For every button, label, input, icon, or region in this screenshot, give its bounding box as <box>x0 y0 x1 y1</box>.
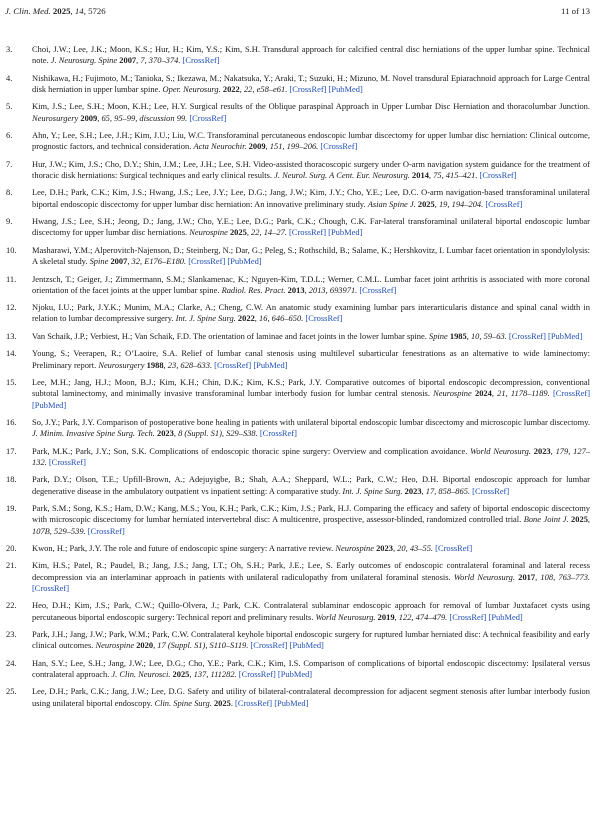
reference-details: 75, 415–421. <box>433 170 478 181</box>
reference-text: Nishikawa, H.; Fujimoto, M.; Tanioka, S.; Ikezawa, M.; Nakatsuka, Y.; Araki, T.; Suzuki, H.; Mizuno, M. Novel transdural Epiarachnoid approach for Large Central disk herniation in upper lumbar spine. Oper. Neurosurg. 2022, 22, e58–e61. [CrossRef] [PubMed] <box>32 72 590 94</box>
reference-journal: J. Neurol. Surg. A Cent. Eur. Neurosurg. <box>274 170 410 181</box>
crossref-link[interactable]: [CrossRef] <box>189 112 227 123</box>
reference-year: 2022 <box>237 313 255 324</box>
reference-text: Han, S.Y.; Lee, S.H.; Jang, J.W.; Lee, D.G.; Cho, Y.E.; Park, C.K.; Kim, I.S. Comparison of complications of biportal endoscopic discectomy: Ipsilateral versus contralateral approach. J. Clin. Neurosci. 2025, 137, 111282. [CrossRef] [PubMed] <box>32 657 590 680</box>
reference-year: 2025 <box>172 669 190 680</box>
reference-text: Lee, D.H.; Park, C.K.; Kim, J.S.; Hwang, J.S.; Lee, J.Y.; Lee, D.G.; Jang, J.W.; Kim, J.Y.; Cho, Y.E.; Lee, D.C. O-arm navigation-based transforaminal unilateral biportal endoscopic discectomy for upper lumbar disc herniation: An innovative preliminary study. Asian Spine J. 2025, 19, 194–204. [CrossRef] <box>32 187 590 209</box>
reference-item <box>6 417 590 440</box>
crossref-link[interactable]: [CrossRef] <box>182 55 220 66</box>
reference-journal: World Neurosurg. <box>453 571 515 582</box>
reference-text: Hur, J.W.; Kim, J.S.; Cho, D.Y.; Shin, J.M.; Lee, J.H.; Lee, S.H. Video-assisted thoracoscopic surgery under O-arm navigation system guidance for the treatment of thoracic disk herniations: Surgical techniques and early clinical results. J. Neurol. Surg. A Cent. Eur. Neurosurg. 2014, 75, 415–421. [CrossRef] <box>32 158 590 181</box>
reference-journal: Neurospine <box>335 542 374 553</box>
reference-authors-title: Hwang, J.S.; Lee, S.H.; Jeong, D.; Jang, J.W.; Cho, Y.E.; Lee, D.G.; Park, C.K.; Chough, C.K. Far-lateral transforaminal unilateral biportal endoscopic lumbar discectomy for upper lumbar disc herniations. <box>32 216 590 238</box>
pubmed-link[interactable]: [PubMed] <box>548 330 583 341</box>
reference-item <box>6 302 590 325</box>
reference-authors-title: Njoku, I.U.; Park, J.Y.K.; Munim, M.A.; Clarke, A.; Cheng, C.W. An anatomic study examining lumbar pars interarticularis distance and spinal canal width in relation to lumbar decompressive surgery. <box>32 302 590 324</box>
reference-details: 19, 194–204. <box>438 198 484 209</box>
reference-journal: Spine <box>89 256 109 267</box>
reference-journal: Neurospine <box>189 227 228 238</box>
reference-journal: Spine <box>428 330 448 341</box>
reference-authors-title: Van Schaik, J.P.; Verbiest, H.; Van Schaik, F.D. The orientation of laminae and facet joints in the lower lumbar spine. <box>32 330 427 341</box>
reference-journal: Neurospine <box>433 388 472 399</box>
reference-number: 13. <box>6 330 17 341</box>
reference-authors-title: Ahn, Y.; Lee, S.H.; Lee, J.H.; Kim, J.U.; Liu, W.C. Transforaminal percutaneous endoscopic lumbar discectomy for upper lumbar disc herniation: Clinical outcome, prognostic factors, and technical consideration. <box>32 130 590 152</box>
reference-text: Van Schaik, J.P.; Verbiest, H.; Van Schaik, F.D. The orientation of laminae and facet joints in the lower lumbar spine. Spine 1985, 10, 59–63. [CrossRef] [PubMed] <box>32 330 583 341</box>
reference-item <box>6 245 590 268</box>
reference-year: 2013 <box>287 284 305 295</box>
reference-authors-title: Jentzsch, T.; Geiger, J.; Zimmermann, S.M.; Slankamenac, K.; Nguyen-Kim, T.D.L.; Werner, C.M.L. Lumbar facet joint arthritis is associated with more coronal orientation of the facet joints at the upper lumbar spine. <box>32 273 590 295</box>
reference-number: 7. <box>6 158 13 169</box>
reference-item <box>6 331 590 342</box>
reference-details: 8 (Suppl. S1), S29–S38. <box>178 428 258 439</box>
reference-details: 22, 14–27. <box>251 227 287 238</box>
reference-item <box>6 474 590 497</box>
reference-text: Jentzsch, T.; Geiger, J.; Zimmermann, S.M.; Slankamenac, K.; Nguyen-Kim, T.D.L.; Werner, C.M.L. Lumbar facet joint arthritis is associated with more coronal orientation of the facet joints at the upper lumbar spine. Radiol. Res. Pract. 2013, 2013, 693971. [CrossRef] <box>32 273 590 295</box>
pubmed-link[interactable]: [PubMed] <box>328 227 363 238</box>
reference-text: Lee, M.H.; Jang, H.J.; Moon, B.J.; Kim, K.H.; Chin, D.K.; Kim, K.S.; Park, J.Y. Comparative outcomes of biportal endoscopic decompression, conventional subtotal laminectomy, and minimally invasive transforaminal lumbar interbody fusion for lumbar central stenosis. Neurospine 2024, 21, 1178–1189. [CrossRef] [PubMed] <box>32 376 591 410</box>
reference-authors-title: So, J.Y.; Park, J.Y. Comparison of postoperative bone healing in patients with unilateral biportal endoscopic lumbar discectomy and microscopic lumbar discectomy. <box>32 416 590 427</box>
reference-year: 2017 <box>518 571 536 582</box>
crossref-link[interactable]: [CrossRef] <box>449 611 487 622</box>
pubmed-link[interactable]: [PubMed] <box>328 83 363 94</box>
reference-details: 108, 763–773. <box>540 571 591 582</box>
reference-year: 2023 <box>156 428 174 439</box>
journal-name: J. Clin. Med. <box>5 6 51 16</box>
reference-authors-title: Kim, H.S.; Patel, R.; Paudel, B.; Jang, J.S.; Jang, I.T.; Oh, S.H.; Park, J.E.; Lee, S. Early outcomes of endoscopic contralateral foraminal and lateral recess decompression via an interlaminar approach in patients with unilateral radiculopathy from unilateral foraminal stenosis. <box>32 560 590 582</box>
reference-number: 25. <box>6 686 17 697</box>
journal-year: 2025 <box>52 6 71 16</box>
reference-year: 2023 <box>533 445 551 456</box>
reference-item <box>6 600 590 623</box>
crossref-link[interactable]: [CrossRef] <box>289 83 327 94</box>
crossref-link[interactable]: [CrossRef] <box>48 456 86 467</box>
reference-authors-title: Lee, D.H.; Park, C.K.; Kim, J.S.; Hwang, J.S.; Lee, J.Y.; Lee, D.G.; Jang, J.W.; Kim, J.Y.; Cho, Y.E.; Lee, D.C. O-arm navigation-based transforaminal unilateral biportal endoscopic discectomy for upper lumbar disc herniation: An innovative preliminary study. <box>32 187 590 209</box>
crossref-link[interactable]: [CrossRef] <box>485 198 523 209</box>
reference-authors-title: Hur, J.W.; Kim, J.S.; Cho, D.Y.; Shin, J.M.; Lee, J.H.; Lee, S.H. Video-assisted thoracoscopic surgery under O-arm navigation system guidance for the treatment of thoracic disk herniations: Surgical techniques and early clinical results. <box>32 158 590 181</box>
reference-year: 2025 <box>213 697 231 708</box>
reference-text: Park, D.Y.; Olson, T.E.; Upfill-Brown, A.; Adejuyigbe, B.; Shah, A.A.; Sheppard, W.L.; Park, C.W.; Heo, D.H. Biportal endoscopic approach for lumbar degenerative disease in the ambulatory outpatient vs inpatient setting: A comparative study. Int. J. Spine Surg. 2023, 17, 858–865. [CrossRef] <box>32 474 590 496</box>
reference-number: 15. <box>6 376 17 387</box>
reference-details: 7, 370–374. <box>140 55 181 66</box>
reference-text: Choi, J.W.; Lee, J.K.; Moon, K.S.; Hur, H.; Kim, Y.S.; Kim, S.H. Transdural approach for calcified central disc herniations of the upper lumbar spine. Technical note. J. Neurosurg. Spine 2007, 7, 370–374. [CrossRef] <box>32 44 590 66</box>
reference-year: 2014 <box>412 170 429 181</box>
reference-item <box>6 503 590 537</box>
journal-citation: J. Clin. Med. 2025, 14, 5726 <box>5 6 106 16</box>
crossref-link[interactable]: [CrossRef] <box>552 388 591 399</box>
reference-journal: J. Neurosurg. Spine <box>50 55 118 66</box>
reference-number: 17. <box>6 445 17 456</box>
pubmed-link[interactable]: [PubMed] <box>289 640 324 651</box>
reference-text: Lee, D.H.; Park, C.K.; Jang, J.W.; Lee, D.G. Safety and utility of bilateral-contralateral decompression for adjacent segment stenosis after lumbar interbody fusion using unilateral biportal endoscopy. Clin. Spine Surg. 2025. [CrossRef] [PubMed] <box>32 686 590 708</box>
reference-number: 22. <box>6 600 17 611</box>
reference-year: 2023 <box>376 542 393 553</box>
reference-year: 2022 <box>222 83 240 94</box>
reference-item <box>6 101 590 124</box>
crossref-link[interactable]: [CrossRef] <box>32 582 70 593</box>
reference-number: 12. <box>6 302 17 313</box>
reference-number: 20. <box>6 542 17 553</box>
crossref-link[interactable]: [CrossRef] <box>188 256 226 267</box>
reference-text: Young, S.; Veerapen, R.; O’Laoire, S.A. Relief of lumbar canal stenosis using multilevel subarticular fenestrations as an alternative to wide laminectomy: Preliminary report. Neurosurgery 1988, 23, 628–633. [CrossRef] [PubMed] <box>32 348 590 370</box>
reference-journal: Oper. Neurosurg. <box>162 83 221 94</box>
reference-text: Ahn, Y.; Lee, S.H.; Lee, J.H.; Kim, J.U.; Liu, W.C. Transforaminal percutaneous endoscopic lumbar discectomy for upper lumbar disc herniation: Clinical outcome, prognostic factors, and technical consideration. Acta Neurochir. 2009, 151, 199–206. [CrossRef] <box>32 130 590 152</box>
reference-item <box>6 216 590 239</box>
reference-details: 23, 628–633. <box>167 359 213 370</box>
reference-journal: Int. J. Spine Surg. <box>342 485 403 496</box>
reference-item <box>6 377 590 411</box>
reference-authors-title: Lee, D.H.; Park, C.K.; Jang, J.W.; Lee, D.G. Safety and utility of bilateral-contralateral decompression for adjacent segment stenosis after lumbar interbody fusion using unilateral biportal endoscopy. <box>32 686 590 708</box>
reference-item <box>6 187 590 210</box>
reference-authors-title: Park, M.K.; Park, J.Y.; Son, S.K. Complications of endoscopic thoracic spine surgery: Overview and complication avoidance. <box>32 445 468 456</box>
reference-details: 137, 111282. <box>193 669 237 680</box>
reference-number: 16. <box>6 416 17 427</box>
reference-text: Heo, D.H.; Kim, J.S.; Park, C.W.; Quillo-Olvera, J.; Park, C.K. Contralateral sublaminar endoscopic approach for removal of lumbar Juxtafacet cysts using percutaneous biportal endoscopic surgery: Technical report and preliminary results. World Neurosurg. 2019, 122, 474–479. [CrossRef] [PubMed] <box>32 600 590 622</box>
reference-item <box>6 658 590 681</box>
reference-number: 10. <box>6 244 17 255</box>
reference-number: 3. <box>6 44 13 54</box>
pubmed-link[interactable]: [PubMed] <box>253 359 288 370</box>
reference-authors-title: Park, J.H.; Jang, J.W.; Park, W.M.; Park, C.W. Contralateral keyhole biportal endoscopic surgery for ruptured lumbar herniated disc: A technical feasibility and early clinical outcomes. <box>32 629 590 651</box>
reference-authors-title: Nishikawa, H.; Fujimoto, M.; Tanioka, S.; Ikezawa, M.; Nakatsuka, Y.; Araki, T.; Suzuki, H.; Mizuno, M. Novel transdural Epiarachnoid approach for Large Central disk herniation in upper lumbar spine. <box>32 72 590 94</box>
reference-number: 5. <box>6 101 13 112</box>
reference-journal: Int. J. Spine Surg. <box>175 313 236 324</box>
reference-item <box>6 560 590 594</box>
reference-item <box>6 73 590 96</box>
reference-details: 22, e58–e61. <box>243 83 288 94</box>
reference-number: 21. <box>6 560 17 571</box>
crossref-link[interactable]: [CrossRef] <box>235 697 273 708</box>
reference-text: Kim, J.S.; Lee, S.H.; Moon, K.H.; Lee, H.Y. Surgical results of the Oblique paraspinal Approach in Upper Lumbar Disc Herniation and thoracolumbar Junction. Neurosurgery 2009, 65, 95–99, discussion 99. [CrossRef] <box>32 101 590 123</box>
reference-details: 16, 646–650. <box>259 313 304 324</box>
reference-authors-title: Kim, J.S.; Lee, S.H.; Moon, K.H.; Lee, H.Y. Surgical results of the Oblique paraspinal Approach in Upper Lumbar Disc Herniation and thoracolumbar Junction. <box>32 101 590 112</box>
reference-item <box>6 543 590 554</box>
reference-year: 2023 <box>404 485 422 496</box>
reference-details: 151, 199–206. <box>269 141 319 152</box>
reference-item <box>6 130 590 153</box>
reference-journal: Neurospine <box>95 640 135 651</box>
reference-year: 1988 <box>146 359 164 370</box>
reference-year: 1985 <box>449 330 467 341</box>
journal-volume: 14 <box>74 6 84 16</box>
pubmed-link[interactable]: [PubMed] <box>488 611 523 622</box>
reference-details: 20, 43–55. <box>397 542 434 553</box>
reference-item <box>6 44 590 67</box>
reference-details: 10, 59–63. <box>470 330 507 341</box>
reference-number: 23. <box>6 629 17 640</box>
crossref-link[interactable]: [CrossRef] <box>305 313 343 324</box>
reference-details: 65, 95–99, discussion 99. <box>101 112 188 123</box>
reference-details: 107B, 529–539. <box>32 525 86 536</box>
reference-text: So, J.Y.; Park, J.Y. Comparison of postoperative bone healing in patients with unilateral biportal endoscopic lumbar discectomy and microscopic lumbar discectomy. J. Minim. Invasive Spine Surg. Tech. 2023, 8 (Suppl. S1), S29–S38. [CrossRef] <box>32 416 590 439</box>
reference-journal: J. Minim. Invasive Spine Surg. Tech. <box>32 428 155 439</box>
reference-number: 9. <box>6 216 13 227</box>
reference-authors-title: Young, S.; Veerapen, R.; O’Laoire, S.A. Relief of lumbar canal stenosis using multilevel subarticular fenestrations as an alternative to wide laminectomy: Preliminary report. <box>32 348 590 370</box>
reference-authors-title: Park, S.M.; Song, K.S.; Ham, D.W.; Kang, M.S.; You, K.H.; Park, C.K.; Kim, J.S.; Park, H.J. Comparing the efficacy and safety of biportal endoscopic discectomy with microscopic discectomy for lumbar herniated intervertebral disc: A multicentre, prospective, assessor-blinded, randomized controlled trial. <box>32 503 590 525</box>
reference-year: 2025 <box>229 227 247 238</box>
reference-item <box>6 446 590 469</box>
reference-year: 2007 <box>119 55 137 66</box>
reference-year: 2025 <box>417 198 435 209</box>
crossref-link[interactable]: [CrossRef] <box>508 330 546 341</box>
reference-text: Park, M.K.; Park, J.Y.; Son, S.K. Complications of endoscopic thoracic spine surgery: Overview and complication avoidance. World Neurosurg. 2023, 179, 127–132. [CrossRef] <box>32 445 591 467</box>
reference-number: 18. <box>6 474 17 485</box>
pubmed-link[interactable]: [PubMed] <box>32 399 67 410</box>
crossref-link[interactable]: [CrossRef] <box>479 170 517 181</box>
reference-journal: Radiol. Res. Pract. <box>221 284 286 295</box>
reference-text: Kim, H.S.; Patel, R.; Paudel, B.; Jang, J.S.; Jang, I.T.; Oh, S.H.; Park, J.E.; Lee, S. Early outcomes of endoscopic contralateral foraminal and lateral recess decompression via an interlaminar approach in patients with unilateral radiculopathy from unilateral foraminal stenosis. World Neurosurg. 2017, 108, 763–773. [CrossRef] <box>32 560 591 593</box>
reference-year: 2007 <box>110 256 128 267</box>
reference-authors-title: Lee, M.H.; Jang, H.J.; Moon, B.J.; Kim, K.H.; Chin, D.K.; Kim, K.S.; Park, J.Y. Comparative outcomes of biportal endoscopic decompression, conventional subtotal laminectomy, and minimally invasive transforaminal lumbar interbody fusion for lumbar central stenosis. <box>32 376 590 399</box>
reference-journal: Clin. Spine Surg. <box>154 697 212 708</box>
crossref-link[interactable]: [CrossRef] <box>359 284 397 295</box>
reference-journal: Acta Neurochir. <box>193 141 247 152</box>
reference-details: 179, 127–132. <box>32 445 591 467</box>
crossref-link[interactable]: [CrossRef] <box>214 359 252 370</box>
pubmed-link[interactable]: [PubMed] <box>227 256 262 267</box>
reference-item <box>6 348 590 371</box>
reference-item <box>6 686 590 709</box>
reference-number: 8. <box>6 187 13 198</box>
reference-year: 2024 <box>474 388 492 399</box>
reference-year: 2019 <box>377 611 395 622</box>
reference-number: 19. <box>6 503 17 513</box>
reference-list <box>6 44 590 715</box>
crossref-link[interactable]: [CrossRef] <box>472 485 510 496</box>
crossref-link[interactable]: [CrossRef] <box>289 227 327 238</box>
reference-journal: World Neurosurg. <box>315 611 376 622</box>
reference-text: Hwang, J.S.; Lee, S.H.; Jeong, D.; Jang, J.W.; Cho, Y.E.; Lee, D.G.; Park, C.K.; Chough, C.K. Far-lateral transforaminal unilateral biportal endoscopic lumbar discectomy for upper lumbar disc herniations. Neurospine 2025, 22, 14–27. [CrossRef] [PubMed] <box>32 216 590 238</box>
crossref-link[interactable]: [CrossRef] <box>250 640 288 651</box>
reference-item <box>6 159 590 182</box>
reference-text: Njoku, I.U.; Park, J.Y.K.; Munim, M.A.; Clarke, A.; Cheng, C.W. An anatomic study examining lumbar pars interarticularis distance and spinal canal width in relation to lumbar decompressive surgery. Int. J. Spine Surg. 2022, 16, 646–650. [CrossRef] <box>32 302 590 324</box>
reference-authors-title: Choi, J.W.; Lee, J.K.; Moon, K.S.; Hur, H.; Kim, Y.S.; Kim, S.H. Transdural approach for calcified central disc herniations of the upper lumbar spine. Technical note. <box>32 44 590 66</box>
crossref-link[interactable]: [CrossRef] <box>238 669 276 680</box>
reference-details: 17, 858–865. <box>425 485 471 496</box>
reference-authors-title: Kwon, H.; Park, J.Y. The role and future of endoscopic spine surgery: A narrative review. <box>32 542 334 553</box>
reference-journal: J. Clin. Neurosci. <box>111 669 171 680</box>
reference-authors-title: Park, D.Y.; Olson, T.E.; Upfill-Brown, A.; Adejuyigbe, B.; Shah, A.A.; Sheppard, W.L.; Park, C.W.; Heo, D.H. Biportal endoscopic approach for lumbar degenerative disease in the ambulatory outpatient vs inpatient setting: A comparative study. <box>32 474 590 496</box>
crossref-link[interactable]: [CrossRef] <box>259 428 297 439</box>
reference-journal: Neurosurgery <box>98 359 145 370</box>
reference-number: 11. <box>6 273 17 284</box>
reference-details: 21, 1178–1189. <box>497 388 550 399</box>
pubmed-link[interactable]: [PubMed] <box>277 669 313 680</box>
reference-authors-title: Heo, D.H.; Kim, J.S.; Park, C.W.; Quillo-Olvera, J.; Park, C.K. Contralateral sublaminar endoscopic approach for removal of lumbar Juxtafacet cysts using percutaneous biportal endoscopic surgery: Technical report and preliminary results. <box>32 600 590 622</box>
reference-details: 2013, 693971. <box>308 284 358 295</box>
reference-text: Masharawi, Y.M.; Alperovitch-Najenson, D.; Steinberg, N.; Dar, G.; Peleg, S.; Rothschild, B.; Salame, K.; Hershkovitz, I. Lumbar facet orientation in spondylolysis: A skeletal study. Spine 2007, 32, E176–E180. [CrossRef] [PubMed] <box>32 244 590 267</box>
reference-authors-title: Masharawi, Y.M.; Alperovitch-Najenson, D.; Steinberg, N.; Dar, G.; Peleg, S.; Rothschild, B.; Salame, K.; Hershkovitz, I. Lumbar facet orientation in spondylolysis: A skeletal study. <box>32 244 590 267</box>
crossref-link[interactable]: [CrossRef] <box>87 525 125 536</box>
crossref-link[interactable]: [CrossRef] <box>435 542 473 553</box>
reference-item <box>6 629 590 652</box>
reference-number: 6. <box>6 130 13 141</box>
reference-year: 2025 <box>571 514 588 525</box>
reference-number: 24. <box>6 657 17 668</box>
reference-item <box>6 274 590 297</box>
reference-authors-title: Han, S.Y.; Lee, S.H.; Jang, J.W.; Lee, D.G.; Cho, Y.E.; Park, C.K.; Kim, I.S. Comparison of complications of biportal endoscopic discectomy: Ipsilateral versus contralateral approach. <box>32 657 590 680</box>
reference-text: Park, J.H.; Jang, J.W.; Park, W.M.; Park, C.W. Contralateral keyhole biportal endoscopic surgery for ruptured lumbar herniated disc: A technical feasibility and early clinical outcomes. Neurospine 2020, 17 (Suppl. S1), S110–S119. [CrossRef] [PubMed] <box>32 629 590 651</box>
reference-text: Park, S.M.; Song, K.S.; Ham, D.W.; Kang, M.S.; You, K.H.; Park, C.K.; Kim, J.S.; Park, H.J. Comparing the efficacy and safety of biportal endoscopic discectomy with microscopic discectomy for lumbar herniated intervertebral disc: A multicentre, prospective, assessor-blinded, randomized controlled trial. Bone Joint J. 2025, 107B, 529–539. [CrossRef] <box>32 503 591 536</box>
page-number: 11 of 13 <box>561 6 590 16</box>
reference-details: 32, E176–E180. <box>131 256 187 267</box>
reference-year: 2020 <box>136 640 154 651</box>
pubmed-link[interactable]: [PubMed] <box>274 697 309 708</box>
reference-number: 4. <box>6 72 13 83</box>
reference-journal: Neurosurgery <box>32 112 79 123</box>
reference-details: 17 (Suppl. S1), S110–S119. <box>157 640 249 651</box>
reference-journal: Bone Joint J. <box>523 514 569 525</box>
article-number: 5726 <box>88 6 106 16</box>
reference-year: 2009 <box>248 141 266 152</box>
reference-number: 14. <box>6 348 17 359</box>
reference-details: 122, 474–479. <box>398 611 448 622</box>
reference-text: Kwon, H.; Park, J.Y. The role and future of endoscopic spine surgery: A narrative review. Neurospine 2023, 20, 43–55. [CrossRef] <box>32 542 473 553</box>
reference-journal: Asian Spine J. <box>367 198 416 209</box>
page-header <box>5 5 590 17</box>
reference-journal: World Neurosurg. <box>470 445 531 456</box>
reference-year: 2009 <box>80 112 98 123</box>
crossref-link[interactable]: [CrossRef] <box>320 141 358 152</box>
